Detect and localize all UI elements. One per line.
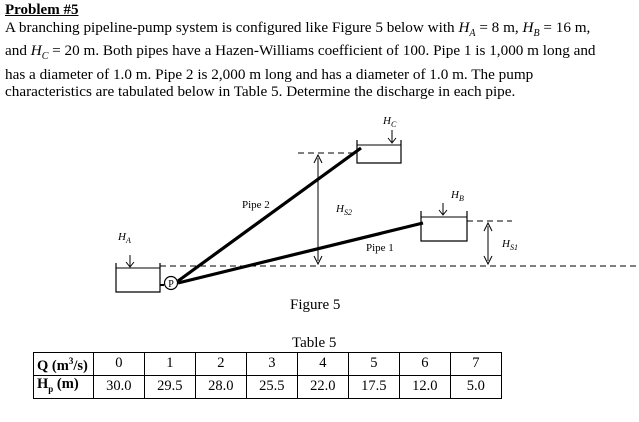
h-cell: 5.0 [450, 375, 501, 398]
q-cell: 0 [93, 353, 144, 376]
figure-caption: Figure 5 [290, 297, 341, 313]
reservoir-b [421, 203, 467, 241]
h-cell: 17.5 [348, 375, 399, 398]
q-cell: 6 [399, 353, 450, 376]
q-cell: 5 [348, 353, 399, 376]
statement-line-3: has a diameter of 1.0 m. Pipe 2 is 2,000 m long and has a diameter of 1.0 m. The pump [5, 65, 534, 83]
value-ha: = 8 m, [475, 19, 523, 36]
q-row-header: Q $(m^3/s)$ [34, 353, 94, 376]
q-cell: 1 [144, 353, 195, 376]
reservoir-a [116, 255, 160, 292]
h-cell: 25.5 [246, 375, 297, 398]
hs1-label: $H_{S1}$ [502, 238, 518, 252]
hc-label: $H_C$ [383, 115, 397, 129]
statement-text: and [5, 42, 31, 60]
h-cell: 12.0 [399, 375, 450, 398]
value-hb: = 16 m, [539, 19, 591, 36]
q-cell: 7 [450, 353, 501, 376]
table-row-q [34, 353, 502, 376]
hs2-label: $H_{S2}$ [336, 203, 352, 217]
pump-characteristics-table [33, 352, 502, 399]
symbol-ha: $H_A$ [458, 19, 476, 40]
q-cell: 2 [195, 353, 246, 376]
value-hc: = 20 m. Both pipes have a Hazen-Williams coefficient of 100. Pipe 1 is 1,000 m long and [48, 42, 596, 60]
pipe-2-label: Pipe 2 [242, 199, 270, 211]
q-cell: 4 [297, 353, 348, 376]
table-row-h [34, 375, 502, 398]
reservoir-c [357, 130, 401, 163]
hb-label: $H_B$ [451, 189, 464, 203]
h-cell: 29.5 [144, 375, 195, 398]
statement-text: A branching pipeline-pump system is configured like Figure 5 below with [5, 19, 459, 36]
h-cell: 30.0 [93, 375, 144, 398]
pump-label: P [168, 279, 174, 290]
table-caption: Table 5 [292, 335, 337, 351]
problem-title: Problem #5 [5, 2, 79, 18]
ha-label: $H_A$ [118, 231, 131, 245]
q-cell: 3 [246, 353, 297, 376]
h-row-header: $H_p$ (m) [34, 375, 94, 398]
symbol-hb: $H_B$ [522, 19, 540, 40]
symbol-hc: $H_C$ [30, 42, 49, 63]
h-cell: 22.0 [297, 375, 348, 398]
statement-line-4: characteristics are tabulated below in Table 5. Determine the discharge in each pipe. [5, 82, 516, 100]
h-cell: 28.0 [195, 375, 246, 398]
pipe-1-label: Pipe 1 [366, 242, 394, 254]
